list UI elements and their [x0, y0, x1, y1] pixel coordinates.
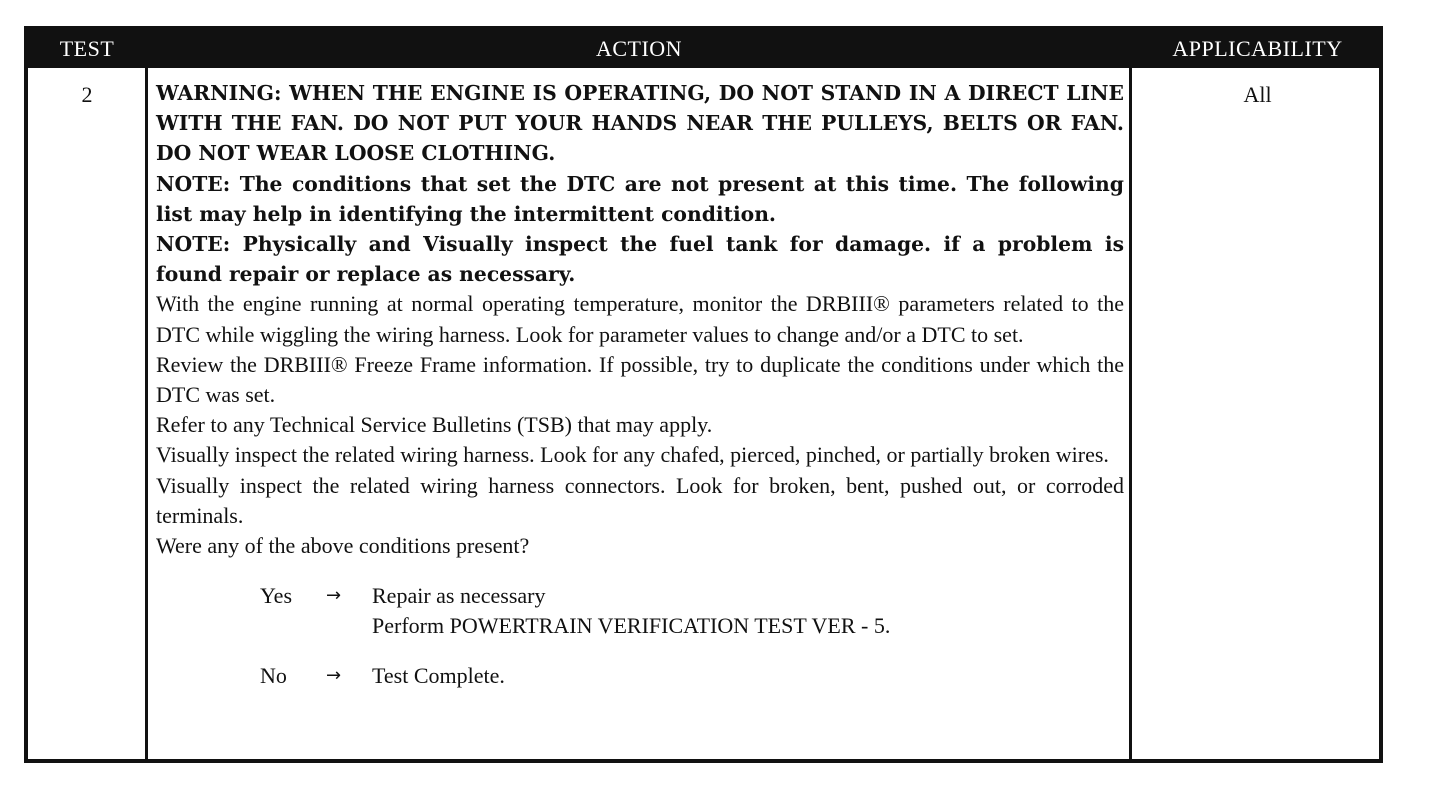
action-cell [156, 78, 1124, 691]
yes-result-line: Perform POWERTRAIN VERIFICATION TEST VER - 5. [372, 613, 891, 639]
no-result: Test Complete. [372, 663, 505, 689]
note-text: NOTE: The conditions that set the DTC are not present at this time. The following list may help in identifying the intermittent condition. [156, 171, 1124, 226]
yes-label: Yes [260, 583, 293, 609]
note-text: NOTE: Physically and Visually inspect the fuel tank for damage. if a problem is found repair or replace as necessary. [156, 232, 1124, 287]
test-number: 2 [81, 82, 93, 107]
step-text: Refer to any Technical Service Bulletins (TSB) that may apply. [156, 412, 713, 438]
step-text: With the engine running at normal operating temperature, monitor the DRBIII® parameters related to the DTC while wiggling the wiring harness. Look for parameter values to change and/or a DTC to set. [156, 291, 1124, 347]
yes-result [372, 581, 1124, 641]
diagnostic-test-table [24, 26, 1383, 763]
no-outcome [260, 661, 1124, 691]
column-divider [145, 68, 148, 759]
table-header [28, 30, 1379, 68]
arrow-right-icon: → [326, 665, 342, 687]
applicability-value: All [1243, 82, 1272, 107]
header-applicability: APPLICABILITY [1172, 36, 1343, 61]
yes-result-line: Repair as necessary [372, 583, 546, 609]
yes-outcome [260, 581, 1124, 641]
header-action: ACTION [595, 36, 683, 61]
question-text: Were any of the above conditions present? [156, 533, 530, 559]
column-divider [1129, 68, 1132, 759]
arrow-right-icon: → [326, 585, 342, 607]
warning-text: WARNING: WHEN THE ENGINE IS OPERATING, DO NOT STAND IN A DIRECT LINE WITH THE FAN. DO NOT PUT YOUR HANDS NEAR THE PULLEYS, BELTS OR FAN. DO NOT WEAR LOOSE CLOTHING. [156, 81, 1124, 166]
header-test: TEST [59, 36, 115, 61]
no-label: No [260, 663, 287, 689]
step-text: Visually inspect the related wiring harness connectors. Look for broken, bent, pushed out, or corroded terminals. [156, 472, 1124, 528]
step-text: Review the DRBIII® Freeze Frame information. If possible, try to duplicate the conditions under which the DTC was set. [156, 351, 1124, 408]
step-text: Visually inspect the related wiring harness. Look for any chafed, pierced, pinched, or partially broken wires. [156, 442, 1109, 468]
